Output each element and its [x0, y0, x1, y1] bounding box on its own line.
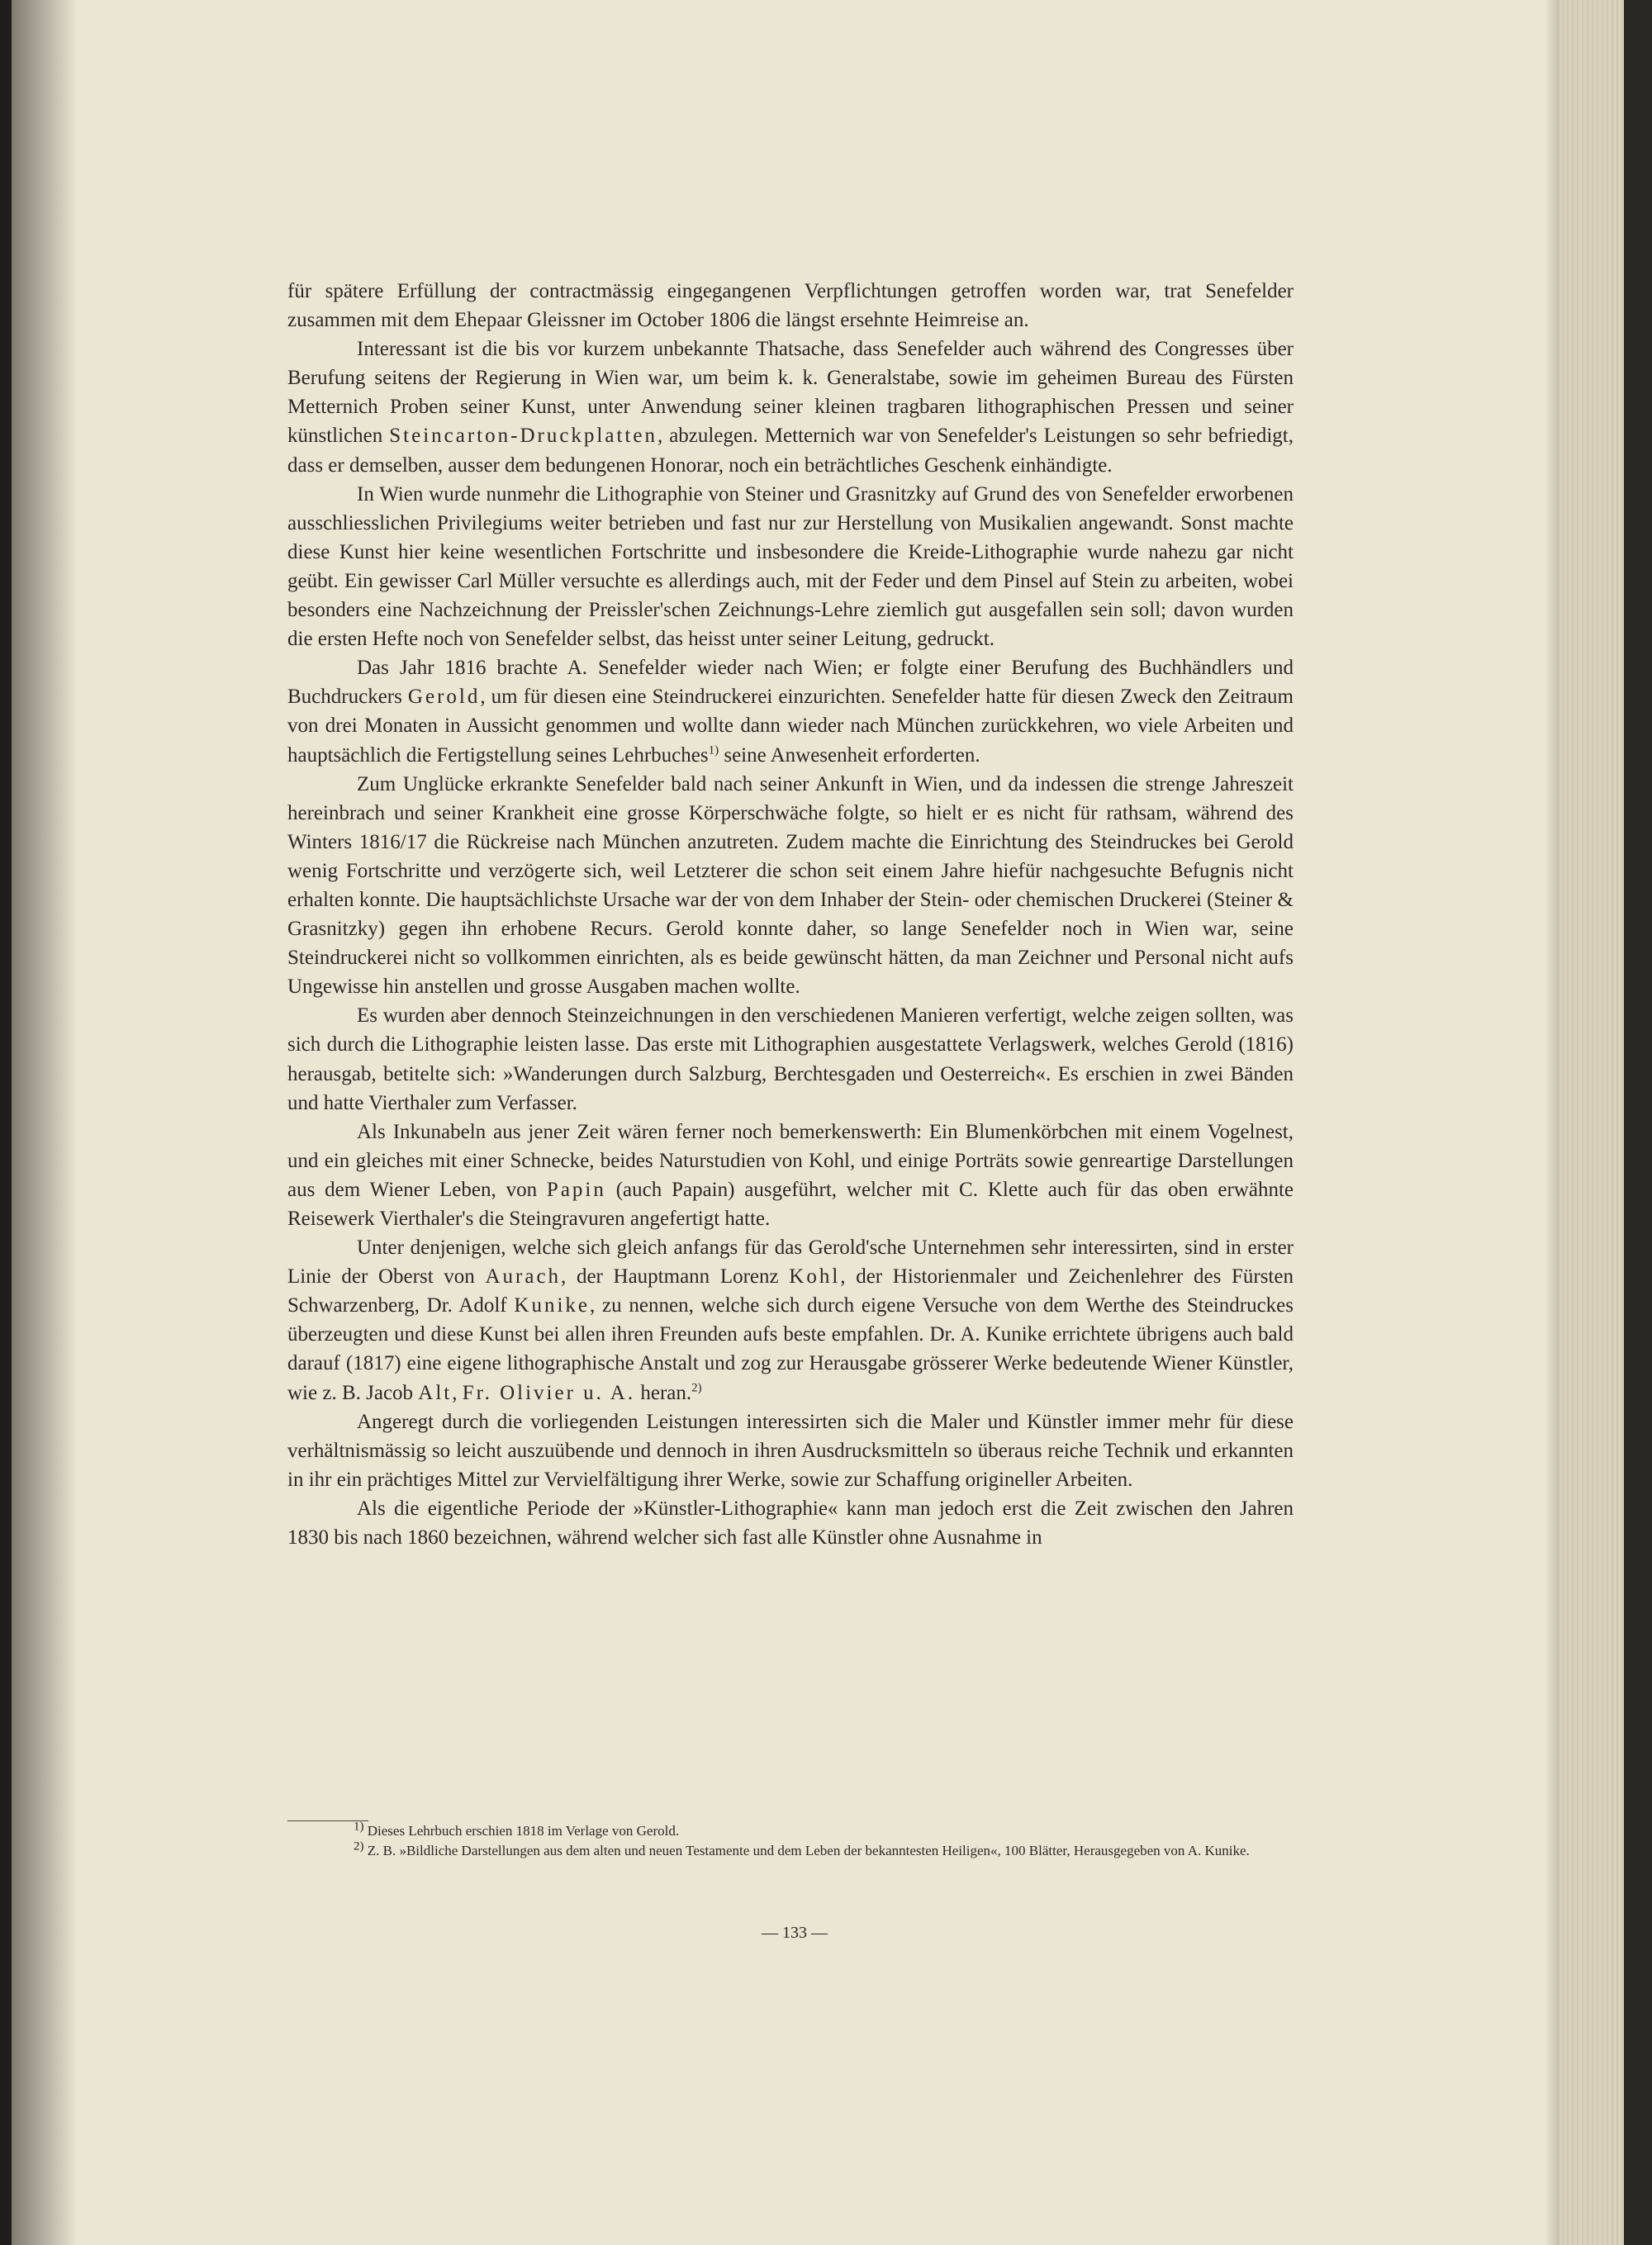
paragraph-p2	[287, 335, 1294, 479]
paragraph-p5	[287, 770, 1294, 1002]
text-run: In Wien wurde nunmehr die Lithographie von Steiner und Grasnitzky auf Grund des von Senefelder erworbenen ausschliesslichen Privilegiums weiter betrieben und fast nur zur Herstellung von Musikalien angewandt. Sonst machte diese Kunst hier keine wesentlichen Fortschritte und insbesondere die Kreide-Lithographie wurde nahezu gar nicht geübt. Ein gewisser Carl Müller versuchte es allerdings auch, mit der Feder und dem Pinsel auf Stein zu arbeiten, wobei besonders eine Nachzeichnung der Preissler'schen Zeichnungs-Lehre ziemlich gut ausgefallen sein soll; davon wurden die ersten Hefte noch von Senefelder selbst, das heisst unter seiner Leitung, gedruckt.	[287, 482, 1294, 651]
text-run: Als die eigentliche Periode der »Künstler-Lithographie« kann man jedoch erst die Zeit zwischen den Jahren 1830 bis nach 1860 bezeichnen, während welcher sich fast alle Künstler ohne Ausnahme in	[287, 1497, 1294, 1550]
footnote-reference: 1)	[708, 743, 719, 757]
spaced-name: Kohl	[789, 1265, 841, 1289]
page-edge-stack	[1559, 0, 1624, 2245]
text-run: , der Hauptmann Lorenz	[561, 1265, 790, 1289]
paragraph-p7	[287, 1118, 1294, 1233]
footnote-2	[287, 1841, 1294, 1861]
text-run: heran.	[635, 1381, 692, 1404]
page-number: — 133 —	[762, 1924, 828, 1942]
footnote-reference: 2)	[691, 1381, 702, 1395]
text-run: Angeregt durch die vorliegenden Leistungen interessirten sich die Maler und Künstler immer mehr für diese verhältnismässig so leicht auszuübende und dennoch in ihren Ausdrucksmitteln so überaus reiche Technik und erkannten in ihr ein prächtiges Mittel zur Vervielfältigung ihrer Werke, sowie zur Schaffung origineller Arbeiten.	[287, 1410, 1294, 1491]
text-run: seine Anwesenheit erforderten.	[719, 743, 980, 767]
paragraph-p8	[287, 1233, 1294, 1407]
paragraph-p1	[287, 277, 1294, 335]
spaced-name: Papin	[546, 1178, 606, 1201]
spine-shadow	[12, 0, 78, 2245]
text-run: Zum Unglücke erkrankte Senefelder bald nach seiner Ankunft in Wien, und da indessen die strenge Jahreszeit hereinbrach und seiner Krankheit eine grosse Körperschwäche folgte, so hielt er es nicht für rathsam, während des Winters 1816/17 die Rückreise nach München anzutreten. Zudem machte die Einrichtung des Steindruckes bei Gerold wenig Fortschritte und verzögerte sich, weil Letzterer die schon seit einem Jahre hiefür nachgesuchte Befugnis nicht erhalten konnte. Die hauptsächlichste Ursache war der von dem Inhaber der Stein- oder chemischen Druckerei (Steiner & Grasnitzky) gegen ihn erhobene Recurs. Gerold konnte daher, so lange Senefelder noch in Wien war, seine Steindruckerei nicht so vollkommen einrichten, als es beide gewünscht hätten, da man Zeichner und Personal nicht aufs Ungewisse hin anstellen und grosse Ausgaben machen wollte.	[287, 772, 1294, 999]
text-run: ,	[452, 1381, 463, 1404]
spaced-name: Steincarton-Druckplatten	[389, 425, 657, 448]
spaced-name: Gerold	[407, 686, 481, 709]
text-run: Das Jahr 1816 brachte A. Senefelder wieder nach Wien; er folgte einer Berufung des Buchhändlers und Buchdruckers	[287, 657, 1294, 709]
text-run: Es wurden aber dennoch Steinzeichnungen in den verschiedenen Manieren verfertigt, welche zeigen sollten, was sich durch die Lithographie leisten lasse. Das erste mit Lithographien ausgestattete Verlagswerk, welches Gerold (1816) herausgab, betitelte sich: »Wanderungen durch Salzburg, Berchtesgaden und Oesterreich«. Es erschien in zwei Bänden und hatte Vierthaler zum Verfasser.	[287, 1004, 1294, 1114]
text-run: (auch Papain) ausgeführt, welcher mit C. Klette auch für das oben erwähnte Reisewerk Vierthaler's die Steingravuren angefertigt hatte.	[287, 1178, 1294, 1230]
paragraph-p10	[287, 1494, 1294, 1552]
spaced-name: Alt	[418, 1381, 453, 1404]
text-run: , zu nennen, welche sich durch eigene Versuche von dem Werthe des Steindruckes überzeugten und diese Kunst bei allen ihren Freunden aufs beste empfahlen. Dr. A. Kunike errichtete übrigens auch bald darauf (1817) eine eigene lithographische Anstalt und zog zur Herausgabe grösserer Werke bedeutende Wiener Künstler, wie z. B. Jacob	[287, 1294, 1294, 1404]
paragraph-p9	[287, 1407, 1294, 1494]
binding-edge	[0, 0, 12, 2245]
text-run: Als Inkunabeln aus jener Zeit wären ferner noch bemerkenswerth: Ein Blumenkörbchen mit einem Vogelnest, und ein gleiches mit einer Schnecke, beides Naturstudien von Kohl, und einige Porträts sowie genreartige Darstellungen aus dem Wiener Leben, von	[287, 1120, 1294, 1201]
spaced-name: Aurach	[485, 1265, 562, 1289]
text-run: für spätere Erfüllung der contractmässig eingegangenen Verpflichtungen getroffen worden war, trat Senefelder zusammen mit dem Ehepaar Gleissner im October 1806 die längst ersehnte Heimreise an.	[287, 280, 1294, 332]
spaced-name: Fr. Olivier u. A.	[462, 1381, 636, 1404]
body-text	[287, 277, 1294, 1552]
footnotes	[287, 1821, 1294, 1861]
text-run: , der Historienmaler und Zeichenlehrer des Fürsten Schwarzenberg, Dr. Adolf	[287, 1265, 1294, 1317]
footnote-text: Dieses Lehrbuch erschien 1818 im Verlage von Gerold.	[363, 1823, 680, 1839]
text-run: Unter denjenigen, welche sich gleich anfangs für das Gerold'sche Unternehmen sehr interessirten, sind in erster Linie der Oberst von	[287, 1236, 1294, 1289]
text-run: Interessant ist die bis vor kurzem unbekannte Thatsache, dass Senefelder auch während des Congresses über Berufung seitens der Regierung in Wien war, um beim k. k. Generalstabe, sowie im geheimen Bureau des Fürsten Metternich Proben seiner Kunst, unter Anwendung seiner kleinen tragbaren lithographischen Pressen und seiner künstlichen	[287, 338, 1294, 448]
paragraph-p4	[287, 653, 1294, 769]
footnote-mark: 2)	[354, 1839, 364, 1853]
paragraph-p3	[287, 480, 1294, 654]
footnote-text: Z. B. »Bildliche Darstellungen aus dem alten und neuen Testamente und dem Leben der bekanntesten Heiligen«, 100 Blätter, Herausgegeben von A. Kunike.	[363, 1843, 1250, 1858]
footnote-mark: 1)	[354, 1820, 364, 1834]
text-run: , abzulegen. Metternich war von Senefelder's Leistungen so sehr befriedigt, dass er demselben, ausser dem bedungenen Honorar, noch ein beträchtliches Geschenk einhändigte.	[287, 425, 1294, 477]
footnote-1	[287, 1821, 1294, 1841]
paragraph-p6	[287, 1001, 1294, 1117]
text-run: , um für diesen eine Steindruckerei einzurichten. Senefelder hatte für diesen Zweck den Zeitraum von drei Monaten in Aussicht genommen und wollte dann wieder nach München zurückkehren, wo viele Arbeiten und hauptsächlich die Fertigstellung seines Lehrbuches	[287, 686, 1294, 767]
spaced-name: Kunike	[514, 1294, 590, 1317]
page-edge-shadow	[1545, 0, 1559, 2245]
